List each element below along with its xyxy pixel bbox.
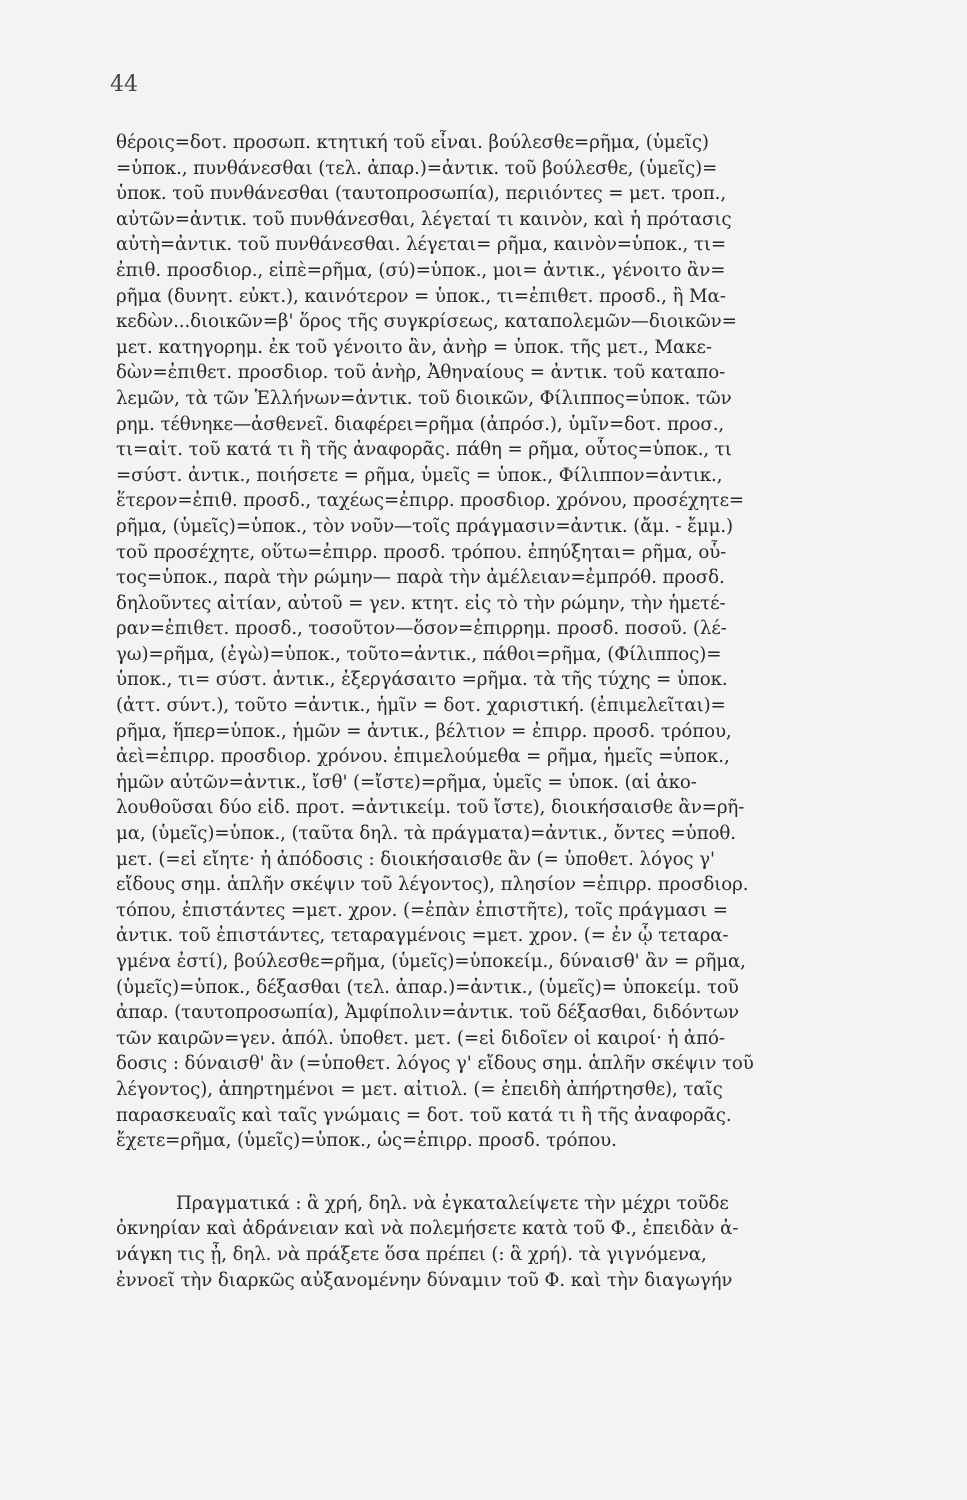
text-line: τοῦ προσέχητε, οὕτω=ἐπιρρ. προσδ. τρόπου. ἐπηύξηται= ρῆμα, οὗ- xyxy=(116,541,727,563)
text-line: μετ. (=εἰ εἴητε· ἡ ἀπόδοσις : διοικήσαισθε ἂν (= ὑποθετ. λόγος γ' xyxy=(116,848,715,870)
text-line: δὼν=ἐπιθετ. προσδιορ. τοῦ ἀνὴρ, Ἀθηναίους = ἀντικ. τοῦ καταπο- xyxy=(116,362,726,384)
text-line: ἀντικ. τοῦ ἐπιστάντες, τεταραγμένοις =μετ. χρον. (= ἐν ᾧ τεταρα- xyxy=(116,925,729,947)
text-line: =σύστ. ἀντικ., ποιήσετε = ρῆμα, ὑμεῖς = ὑποκ., Φίλιππον=ἀντικ., xyxy=(116,464,723,486)
text-line: τῶν καιρῶν=γεν. ἀπόλ. ὑποθετ. μετ. (=εἰ διδοῖεν οἱ καιροί· ἡ ἀπό- xyxy=(116,1027,725,1049)
text-line: =ὑποκ., πυνθάνεσθαι (τελ. ἀπαρ.)=ἀντικ. τοῦ βούλεσθε, (ὑμεῖς)= xyxy=(116,157,718,179)
text-line: ρῆμα, (ὑμεῖς)=ὑποκ., τὸν νοῦν—τοῖς πράγμασιν=ἀντικ. (ἄμ. - ἔμμ.) xyxy=(116,515,734,537)
text-line: γω)=ρῆμα, (ἐγὼ)=ὑποκ., τοῦτο=ἀντικ., πάθοι=ρῆμα, (Φίλιππος)= xyxy=(116,643,722,665)
text-line: λουθοῦσαι δύο εἰδ. προτ. =ἀντικείμ. τοῦ ἴστε), διοικήσαισθε ἂν=ρῆ- xyxy=(116,797,745,819)
text-line: ἡμῶν αὐτῶν=ἀντικ., ἴσθ' (=ἴστε)=ρῆμα, ὑμεῖς = ὑποκ. (αἱ ἀκο- xyxy=(116,771,697,793)
text-line: μα, (ὑμεῖς)=ὑποκ., (ταῦτα δηλ. τὰ πράγματα)=ἀντικ., ὄντες =ὑποθ. xyxy=(116,823,736,845)
text-line: λεμῶν, τὰ τῶν Ἑλλήνων=ἀντικ. τοῦ διοικῶν, Φίλιππος=ὑποκ. τῶν xyxy=(116,387,732,409)
text-line: λέγοντος), ἀπηρτημένοι = μετ. αἰτιολ. (= ἐπειδὴ ἀπήρτησθε), ταῖς xyxy=(116,1078,723,1100)
text-line: τος=ὑποκ., παρὰ τὴν ρώμην— παρὰ τὴν ἀμέλειαν=ἐμπρόθ. προσδ. xyxy=(116,567,725,589)
text-line: ἐννοεῖ τὴν διαρκῶς αὐξανομένην δύναμιν τοῦ Φ. καὶ τὴν διαγωγήν xyxy=(116,1269,733,1291)
text-line: παρασκευαῖς καὶ ταῖς γνώμαις = δοτ. τοῦ κατά τι ἢ τῆς ἀναφορᾶς. xyxy=(116,1104,732,1126)
text-line: θέροις=δοτ. προσωπ. κτητική τοῦ εἶναι. βούλεσθε=ρῆμα, (ὑμεῖς) xyxy=(116,132,709,153)
text-line: Πραγματικά : ἃ χρή, δηλ. νὰ ἐγκαταλείψετε τὴν μέχρι τοῦδε xyxy=(176,1192,729,1214)
text-line: μετ. κατηγορημ. ἐκ τοῦ γένοιτο ἂν, ἀνὴρ = ὑποκ. τῆς μετ., Μακε- xyxy=(116,336,712,358)
text-line: κεδὼν...διοικῶν=β' ὅρος τῆς συγκρίσεως, καταπολεμῶν—διοικῶν= xyxy=(116,311,737,333)
page-number: 44 xyxy=(110,72,138,97)
paragraph-gap xyxy=(116,1154,906,1191)
text-line: ρῆμα, ἥπερ=ὑποκ., ἡμῶν = ἀντικ., βέλτιον = ἐπιρρ. προσδ. τρόπου, xyxy=(116,720,732,742)
text-line: δηλοῦντες αἰτίαν, αὐτοῦ = γεν. κτητ. εἰς τὸ τὴν ρώμην, τὴν ἡμετέ- xyxy=(116,592,726,614)
text-line: ρῆμα (δυνητ. εὐκτ.), καινότερον = ὑποκ., τι=ἐπιθετ. προσδ., ἢ Μα- xyxy=(116,285,726,307)
text-line: ἀεὶ=ἐπιρρ. προσδιορ. χρόνου. ἐπιμελούμεθα = ρῆμα, ἡμεῖς =ὑποκ., xyxy=(116,746,730,768)
text-line: ἔχετε=ρῆμα, (ὑμεῖς)=ὑποκ., ὡς=ἐπιρρ. προσδ. τρόπου. xyxy=(116,1130,617,1152)
text-line: τόπου, ἐπιστάντες =μετ. χρον. (=ἐπὰν ἐπιστῆτε), τοῖς πράγμασι = xyxy=(116,899,728,921)
text-line: νάγκη τις ᾖ, δηλ. νὰ πράξετε ὅσα πρέπει (: ἃ χρή). τὰ γιγνόμενα, xyxy=(116,1243,707,1265)
text-line: ἐπιθ. προσδιορ., εἰπὲ=ρῆμα, (σύ)=ὑποκ., μοι= ἀντικ., γένοιτο ἂν= xyxy=(116,259,726,281)
text-line: τι=αἰτ. τοῦ κατά τι ἢ τῆς ἀναφορᾶς. πάθη = ρῆμα, οὗτος=ὑποκ., τι xyxy=(116,439,732,461)
text-line: ὑποκ., τι= σύστ. ἀντικ., ἐξεργάσαιτο =ρῆμα. τὰ τῆς τύχης = ὑποκ. xyxy=(116,669,728,691)
text-line: ὀκνηρίαν καὶ ἀδράνειαν καὶ νὰ πολεμήσετε κατὰ τοῦ Φ., ἐπειδὰν ἀ- xyxy=(116,1218,739,1240)
text-line: ἀπαρ. (ταυτοπροσωπία), Ἀμφίπολιν=ἀντικ. τοῦ δέξασθαι, διδόντων xyxy=(116,1002,739,1024)
text-line: ὑποκ. τοῦ πυνθάνεσθαι (ταυτοπροσωπία), περιιόντες = μετ. τροπ., xyxy=(116,183,727,205)
text-line: ἕτερον=ἐπιθ. προσδ., ταχέως=ἐπιρρ. προσδιορ. χρόνου, προσέχητε= xyxy=(116,490,745,512)
body-text xyxy=(116,130,906,1293)
text-line: (ὑμεῖς)=ὑποκ., δέξασθαι (τελ. ἀπαρ.)=ἀντικ., (ὑμεῖς)= ὑποκείμ. τοῦ xyxy=(116,976,739,998)
text-line: εἴδους σημ. ἁπλῆν σκέψιν τοῦ λέγοντος), πλησίον =ἐπιρρ. προσδιορ. xyxy=(116,874,749,896)
text-line: (ἀττ. σύντ.), τοῦτο =ἀντικ., ἡμῖν = δοτ. χαριστική. (ἐπιμελεῖται)= xyxy=(116,695,726,717)
text-line: αὐτὴ=ἀντικ. τοῦ πυνθάνεσθαι. λέγεται= ρῆμα, καινὸν=ὑποκ., τι= xyxy=(116,234,727,256)
text-line: αὐτῶν=ἀντικ. τοῦ πυνθάνεσθαι, λέγεταί τι καινὸν, καὶ ἡ πρότασις xyxy=(116,208,732,230)
text-line: δοσις : δύναισθ' ἂν (=ὑποθετ. λόγος γ' εἴδους σημ. ἁπλῆν σκέψιν τοῦ xyxy=(116,1053,754,1075)
text-line: ρημ. τέθνηκε—ἀσθενεῖ. διαφέρει=ρῆμα (ἀπρόσ.), ὑμῖν=δοτ. προσ., xyxy=(116,413,725,435)
text-line: γμένα ἐστί), βούλεσθε=ρῆμα, (ὑμεῖς)=ὑποκείμ., δύναισθ' ἂν = ρῆμα, xyxy=(116,951,746,972)
text-line: ραν=ἐπιθετ. προσδ., τοσοῦτον—ὅσον=ἐπιρρημ. προσδ. ποσοῦ. (λέ- xyxy=(116,618,727,640)
